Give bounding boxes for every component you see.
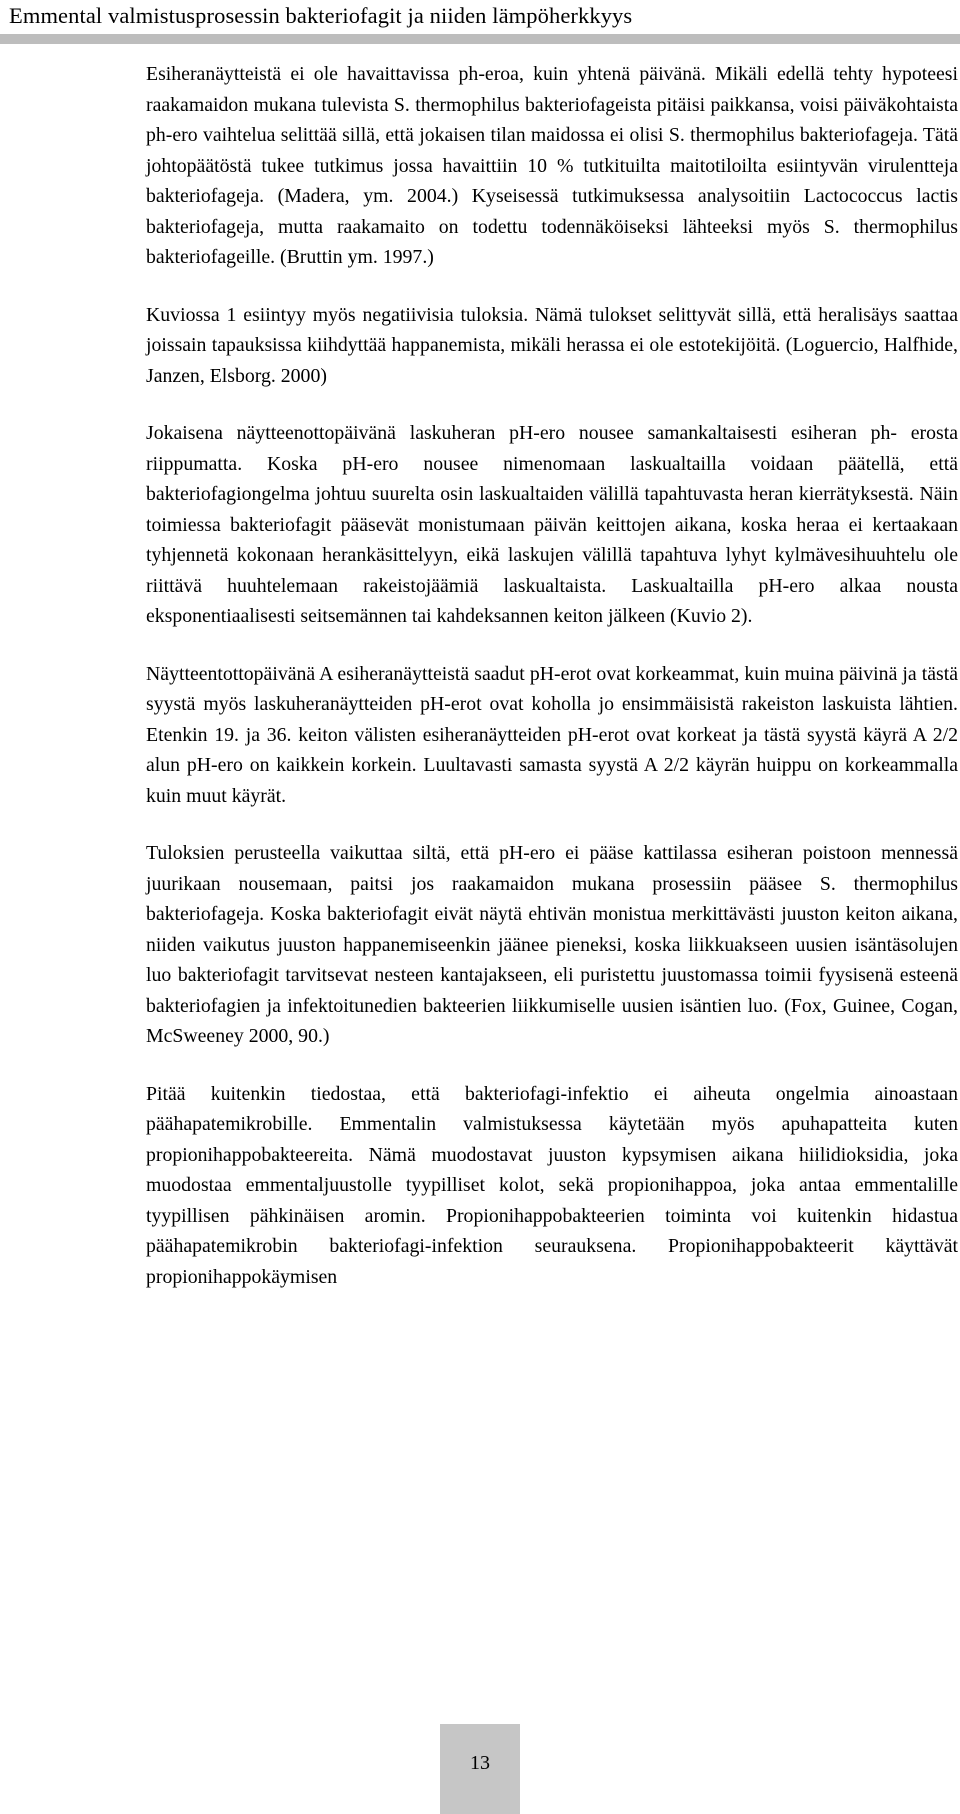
running-title: Emmental valmistusprosessin bakteriofagit ja niiden lämpöherkkyys (9, 3, 633, 28)
paragraph-sampling-day-a: Näytteentottopäivänä A esiheranäytteistä saadut pH-erot ovat korkeammat, kuin muina päivinä ja tästä syystä myös laskuheranäytteiden pH-erot ovat koholla jo ensimmäisistä rakeiston laskuista lähtien. Etenkin 19. ja 36. keiton välisten esiheranäytteiden pH-erot ovat korkeat ja tästä syystä käyrä A 2/2 alun pH-ero on kaikkein korkein. Luultavasti samasta syystä A 2/2 käyrän huippu on korkeammalla kuin muut käyrät. (146, 662, 958, 807)
page-footer (440, 1724, 520, 1814)
page-header (0, 0, 960, 44)
header-rule (0, 34, 960, 44)
page-number: 13 (470, 1752, 490, 1774)
paragraph-negative-results: Kuviossa 1 esiintyy myös negatiivisia tuloksia. Nämä tulokset selittyvät sillä, että heralisäys saattaa joissain tapauksissa kiihdyttää happanemista, mikäli herassa ei ole estotekijöitä. (Loguercio, Halfhide, Janzen, Elsborg. 2000) (146, 303, 958, 387)
paragraph-drainage-whey: Jokaisena näytteenottopäivänä laskuheran pH-ero nousee samankaltaisesti esiheran ph- erosta riippumatta. Koska pH-ero nousee nimenomaan laskualtailla voidaan päätellä, että bakteriofagiongelma johtuu suurelta osin laskualtaiden välillä tapahtuvasta heran kierrätyksestä. Näin toimiessa bakteriofagit pääsevät monistumaan päivän keittojen aikana, koska heraa ei kertaakaan tyhjennetä kokonaan herankäsittelyyn, eikä laskujen välillä tapahtuva lyhyt kylmävesihuuhtelu ole riittävä huuhtelemaan rakeistojäämiä laskualtaista. Laskualtailla pH-ero alkaa nousta eksponentiaalisesti seitsemännen tai kahdeksannen keiton jälkeen (Kuvio 2). (146, 422, 958, 627)
paragraph-ph-difference: Esiheranäytteistä ei ole havaittavissa ph-eroa, kuin yhtenä päivänä. Mikäli edellä tehty hypoteesi raakamaidon mukana tulevista S. thermophilus bakteriofageista pitäisi paikkansa, voisi päiväkohtaista ph-ero vaihtelua selittää sillä, että jokaisen tilan maidossa ei olisi S. thermophilus bakteriofageja. Tätä johtopäätöstä tukee tutkimus jossa havaittiin 10 % tutkituilta maitotiloilta esiintyvän virulentteja bakteriofageja. (Madera, ym. 2004.) Kyseisessä tutkimuksessa analysoitiin Lactococcus lactis bakteriofageja, mutta raakamaito on todettu todennäköiseksi lähteeksi myös S. thermophilus bakteriofageille. (Bruttin ym. 1997.) (146, 63, 958, 268)
paragraph-results-conclusion: Tuloksien perusteella vaikuttaa siltä, että pH-ero ei pääse kattilassa esiheran poistoon mennessä juurikaan nousemaan, paitsi jos raakamaidon mukana prosessiin pääsee S. thermophilus bakteriofageja. Koska bakteriofagit eivät näytä ehtivän monistua merkittävästi juuston keiton aikana, niiden vaikutus juuston happanemiseenkin jäänee pieneksi, koska liikkuakseen uusien isäntäsolujen luo bakteriofagit tarvitsevat nesteen kantajakseen, eli puristettu juustomassa toimii fyysisenä esteenä bakteriofagien ja infektoitunedien bakteerien liikkumiselle uusien isäntien luo. (Fox, Guinee, Cogan, McSweeney 2000, 90.) (146, 842, 958, 1047)
paragraph-propionic-bacteria: Pitää kuitenkin tiedostaa, että bakteriofagi-infektio ei aiheuta ongelmia ainoastaan päähapatemikrobille. Emmentalin valmistuksessa käytetään myös apuhapatteita kuten propionihappobakteereita. Nämä muodostavat juuston kypsymisen aikana hiilidioksidia, joka muodostaa emmentaljuustolle tyypilliset kolot, sekä propionihappoa, joka antaa emmentalille tyypillisen pähkinäisen aromin. Propionihappobakteerien toiminta voi kuitenkin hidastua päähapatemikrobin bakteriofagi-infektion seurauksena. Propionihappobakteerit käyttävät propionihappokäymisen (146, 1082, 958, 1288)
document-body (146, 59, 958, 1319)
